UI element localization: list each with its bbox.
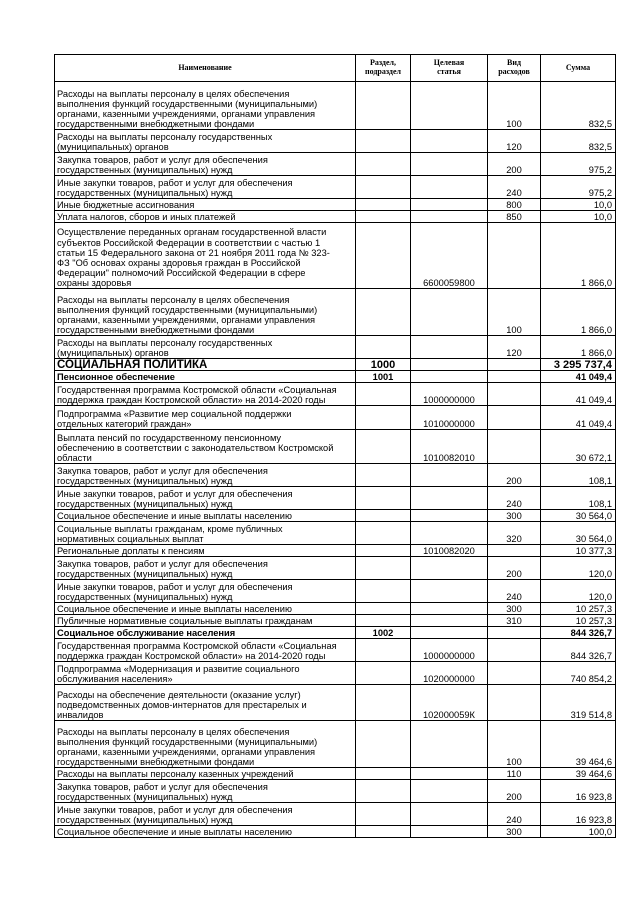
row-target-article-cell [411, 603, 488, 615]
table-row [55, 780, 616, 803]
row-section-cell [356, 336, 411, 359]
row-name-cell: Закупка товаров, работ и услуг для обеспечения государственных (муниципальных) нужд [55, 464, 356, 487]
row-expense-type-cell [488, 662, 541, 685]
row-target-article-cell [411, 615, 488, 627]
row-name-cell: Расходы на выплаты персоналу государственных (муниципальных) органов [55, 336, 356, 359]
header-name: Наименование [55, 55, 356, 82]
header-expense-type: Вид расходов [488, 55, 541, 82]
row-section-cell [356, 826, 411, 838]
row-target-article-cell: 1000000000 [411, 383, 488, 406]
row-expense-type-cell: 850 [488, 211, 541, 223]
row-target-article-cell [411, 211, 488, 223]
row-section-cell [356, 803, 411, 826]
row-sum-cell: 100,0 [541, 826, 616, 838]
table-row [55, 223, 616, 289]
row-target-article-cell [411, 522, 488, 545]
row-section-cell [356, 223, 411, 289]
row-expense-type-cell: 240 [488, 580, 541, 603]
row-expense-type-cell: 100 [488, 82, 541, 130]
row-expense-type-cell: 800 [488, 199, 541, 211]
row-name-cell: Социальное обеспечение и иные выплаты населению [55, 510, 356, 522]
row-expense-type-cell [488, 406, 541, 430]
table-row [55, 289, 616, 336]
row-target-article-cell [411, 153, 488, 176]
row-name-cell: Социальное обеспечение и иные выплаты населению [55, 826, 356, 838]
row-section-cell [356, 406, 411, 430]
row-name-cell: Подпрограмма «Развитие мер социальной поддержки отдельных категорий граждан» [55, 406, 356, 430]
table-row [55, 580, 616, 603]
row-name-cell: Социальные выплаты гражданам, кроме публичных нормативных социальных выплат [55, 522, 356, 545]
table-row [55, 82, 616, 130]
row-section-cell: 1002 [356, 627, 411, 639]
row-name-cell: Иные закупки товаров, работ и услуг для обеспечения государственных (муниципальных) нужд [55, 580, 356, 603]
row-expense-type-cell: 200 [488, 464, 541, 487]
row-target-article-cell [411, 199, 488, 211]
row-sum-cell: 975,2 [541, 153, 616, 176]
row-name-cell: Закупка товаров, работ и услуг для обеспечения государственных (муниципальных) нужд [55, 780, 356, 803]
row-sum-cell: 41 049,4 [541, 406, 616, 430]
row-sum-cell: 120,0 [541, 580, 616, 603]
row-sum-cell: 3 295 737,4 [541, 359, 616, 371]
table-row [55, 430, 616, 464]
row-target-article-cell [411, 803, 488, 826]
row-target-article-cell [411, 826, 488, 838]
table-row [55, 662, 616, 685]
row-expense-type-cell: 310 [488, 615, 541, 627]
row-section-cell: 1001 [356, 371, 411, 383]
row-sum-cell: 740 854,2 [541, 662, 616, 685]
row-section-cell [356, 780, 411, 803]
row-section-cell [356, 199, 411, 211]
table-row [55, 685, 616, 721]
row-target-article-cell [411, 780, 488, 803]
row-name-cell: Осуществление переданных органам государственной власти субъектов Российской Федерации в соответствии с частью 1 статьи 15 Федерального закона от 21 ноября 2011 года № 323- ФЗ "Об основах охраны здоровья граждан в Российской Федерации" полномочий Российской Федерации в сфере охраны здоровья [55, 223, 356, 289]
table-row [55, 487, 616, 510]
table-row [55, 522, 616, 545]
row-expense-type-cell [488, 371, 541, 383]
row-section-cell: 1000 [356, 359, 411, 371]
row-expense-type-cell: 200 [488, 153, 541, 176]
table-row [55, 545, 616, 557]
row-expense-type-cell [488, 685, 541, 721]
row-name-cell: Иные закупки товаров, работ и услуг для обеспечения государственных (муниципальных) нужд [55, 803, 356, 826]
table-row [55, 557, 616, 580]
row-section-cell [356, 522, 411, 545]
row-expense-type-cell [488, 430, 541, 464]
budget-table [54, 54, 616, 838]
table-row [55, 826, 616, 838]
row-expense-type-cell: 120 [488, 130, 541, 153]
row-sum-cell: 108,1 [541, 487, 616, 510]
row-expense-type-cell: 200 [488, 780, 541, 803]
row-sum-cell: 41 049,4 [541, 383, 616, 406]
row-expense-type-cell: 300 [488, 603, 541, 615]
row-section-cell [356, 721, 411, 768]
row-sum-cell: 10,0 [541, 199, 616, 211]
table-row [55, 406, 616, 430]
row-sum-cell: 1 866,0 [541, 289, 616, 336]
table-body [55, 82, 616, 838]
row-expense-type-cell: 200 [488, 557, 541, 580]
row-expense-type-cell: 240 [488, 487, 541, 510]
table-row [55, 130, 616, 153]
row-section-cell [356, 176, 411, 199]
row-sum-cell: 16 923,8 [541, 803, 616, 826]
row-target-article-cell: 1010000000 [411, 406, 488, 430]
row-sum-cell: 30 672,1 [541, 430, 616, 464]
row-target-article-cell: 1020000000 [411, 662, 488, 685]
row-expense-type-cell: 120 [488, 336, 541, 359]
row-expense-type-cell: 110 [488, 768, 541, 780]
row-name-cell: СОЦИАЛЬНАЯ ПОЛИТИКА [55, 359, 356, 371]
table-row [55, 803, 616, 826]
row-target-article-cell [411, 580, 488, 603]
row-name-cell: Расходы на обеспечение деятельности (оказание услуг) подведомственных домов-интернатов для престарелых и инвалидов [55, 685, 356, 721]
row-expense-type-cell [488, 223, 541, 289]
table-row [55, 336, 616, 359]
table-row [55, 371, 616, 383]
table-row [55, 627, 616, 639]
row-target-article-cell: 1010082010 [411, 430, 488, 464]
row-name-cell: Выплата пенсий по государственному пенсионному обеспечению в соответствии с законодательством Костромской области [55, 430, 356, 464]
row-target-article-cell [411, 721, 488, 768]
row-target-article-cell [411, 510, 488, 522]
row-target-article-cell: 102000059К [411, 685, 488, 721]
row-target-article-cell [411, 130, 488, 153]
row-sum-cell: 832,5 [541, 130, 616, 153]
row-name-cell: Социальное обслуживание населения [55, 627, 356, 639]
row-name-cell: Закупка товаров, работ и услуг для обеспечения государственных (муниципальных) нужд [55, 153, 356, 176]
row-section-cell [356, 615, 411, 627]
row-section-cell [356, 82, 411, 130]
row-target-article-cell [411, 557, 488, 580]
row-expense-type-cell: 240 [488, 803, 541, 826]
row-sum-cell: 16 923,8 [541, 780, 616, 803]
row-target-article-cell [411, 82, 488, 130]
row-expense-type-cell [488, 639, 541, 662]
row-target-article-cell [411, 768, 488, 780]
row-sum-cell: 10 257,3 [541, 615, 616, 627]
row-section-cell [356, 580, 411, 603]
row-name-cell: Расходы на выплаты персоналу в целях обеспечения выполнения функций государственными (муниципальными) органами, казенными учреждениями, органами управления государственными внебюджетными фондами [55, 82, 356, 130]
row-sum-cell: 108,1 [541, 464, 616, 487]
row-target-article-cell [411, 627, 488, 639]
row-expense-type-cell [488, 383, 541, 406]
row-target-article-cell [411, 289, 488, 336]
row-name-cell: Расходы на выплаты персоналу в целях обеспечения выполнения функций государственными (муниципальными) органами, казенными учреждениями, органами управления государственными внебюджетными фондами [55, 721, 356, 768]
row-sum-cell: 39 464,6 [541, 768, 616, 780]
row-sum-cell: 844 326,7 [541, 639, 616, 662]
row-name-cell: Расходы на выплаты персоналу государственных (муниципальных) органов [55, 130, 356, 153]
row-section-cell [356, 662, 411, 685]
row-name-cell: Иные бюджетные ассигнования [55, 199, 356, 211]
budget-document-page [54, 54, 615, 838]
row-sum-cell: 30 564,0 [541, 510, 616, 522]
row-sum-cell: 10,0 [541, 211, 616, 223]
table-row [55, 359, 616, 371]
row-sum-cell: 30 564,0 [541, 522, 616, 545]
row-name-cell: Иные закупки товаров, работ и услуг для обеспечения государственных (муниципальных) нужд [55, 176, 356, 199]
row-expense-type-cell: 320 [488, 522, 541, 545]
row-target-article-cell [411, 487, 488, 510]
row-target-article-cell: 1010082020 [411, 545, 488, 557]
row-section-cell [356, 639, 411, 662]
row-target-article-cell: 6600059800 [411, 223, 488, 289]
row-sum-cell: 975,2 [541, 176, 616, 199]
row-expense-type-cell [488, 359, 541, 371]
table-row [55, 510, 616, 522]
row-section-cell [356, 510, 411, 522]
row-section-cell [356, 289, 411, 336]
table-row [55, 153, 616, 176]
row-section-cell [356, 685, 411, 721]
row-expense-type-cell: 240 [488, 176, 541, 199]
header-target-article: Целевая статья [411, 55, 488, 82]
row-name-cell: Расходы на выплаты персоналу в целях обеспечения выполнения функций государственными (муниципальными) органами, казенными учреждениями, органами управления государственными внебюджетными фондами [55, 289, 356, 336]
row-target-article-cell [411, 359, 488, 371]
row-section-cell [356, 430, 411, 464]
row-name-cell: Государственная программа Костромской области «Социальная поддержка граждан Костромской области» на 2014-2020 годы [55, 383, 356, 406]
row-expense-type-cell: 300 [488, 510, 541, 522]
header-section: Раздел, подраздел [356, 55, 411, 82]
row-section-cell [356, 768, 411, 780]
row-name-cell: Социальное обеспечение и иные выплаты населению [55, 603, 356, 615]
row-sum-cell: 39 464,6 [541, 721, 616, 768]
row-target-article-cell [411, 176, 488, 199]
row-target-article-cell [411, 371, 488, 383]
row-name-cell: Расходы на выплаты персоналу казенных учреждений [55, 768, 356, 780]
row-expense-type-cell: 100 [488, 721, 541, 768]
row-sum-cell: 41 049,4 [541, 371, 616, 383]
row-section-cell [356, 383, 411, 406]
row-name-cell: Государственная программа Костромской области «Социальная поддержка граждан Костромской области» на 2014-2020 годы [55, 639, 356, 662]
row-name-cell: Уплата налогов, сборов и иных платежей [55, 211, 356, 223]
row-sum-cell: 1 866,0 [541, 336, 616, 359]
row-sum-cell: 832,5 [541, 82, 616, 130]
row-section-cell [356, 153, 411, 176]
row-name-cell: Иные закупки товаров, работ и услуг для обеспечения государственных (муниципальных) нужд [55, 487, 356, 510]
row-expense-type-cell: 300 [488, 826, 541, 838]
row-sum-cell: 844 326,7 [541, 627, 616, 639]
table-row [55, 768, 616, 780]
row-name-cell: Пенсионное обеспечение [55, 371, 356, 383]
row-name-cell: Региональные доплаты к пенсиям [55, 545, 356, 557]
row-name-cell: Публичные нормативные социальные выплаты гражданам [55, 615, 356, 627]
row-section-cell [356, 211, 411, 223]
row-sum-cell: 10 377,3 [541, 545, 616, 557]
row-name-cell: Закупка товаров, работ и услуг для обеспечения государственных (муниципальных) нужд [55, 557, 356, 580]
table-row [55, 721, 616, 768]
table-row [55, 639, 616, 662]
row-section-cell [356, 487, 411, 510]
row-sum-cell: 1 866,0 [541, 223, 616, 289]
row-target-article-cell [411, 336, 488, 359]
row-name-cell: Подпрограмма «Модернизация и развитие социального обслуживания населения» [55, 662, 356, 685]
table-row [55, 603, 616, 615]
table-row [55, 464, 616, 487]
table-row [55, 383, 616, 406]
row-expense-type-cell: 100 [488, 289, 541, 336]
table-row [55, 211, 616, 223]
table-row [55, 176, 616, 199]
table-row [55, 199, 616, 211]
row-expense-type-cell [488, 545, 541, 557]
header-sum: Сумма [541, 55, 616, 82]
row-target-article-cell [411, 464, 488, 487]
row-section-cell [356, 130, 411, 153]
row-sum-cell: 319 514,8 [541, 685, 616, 721]
row-section-cell [356, 603, 411, 615]
row-sum-cell: 120,0 [541, 557, 616, 580]
table-row [55, 615, 616, 627]
row-expense-type-cell [488, 627, 541, 639]
row-sum-cell: 10 257,3 [541, 603, 616, 615]
row-section-cell [356, 464, 411, 487]
row-section-cell [356, 545, 411, 557]
row-section-cell [356, 557, 411, 580]
table-header-row [55, 55, 616, 82]
row-target-article-cell: 1000000000 [411, 639, 488, 662]
